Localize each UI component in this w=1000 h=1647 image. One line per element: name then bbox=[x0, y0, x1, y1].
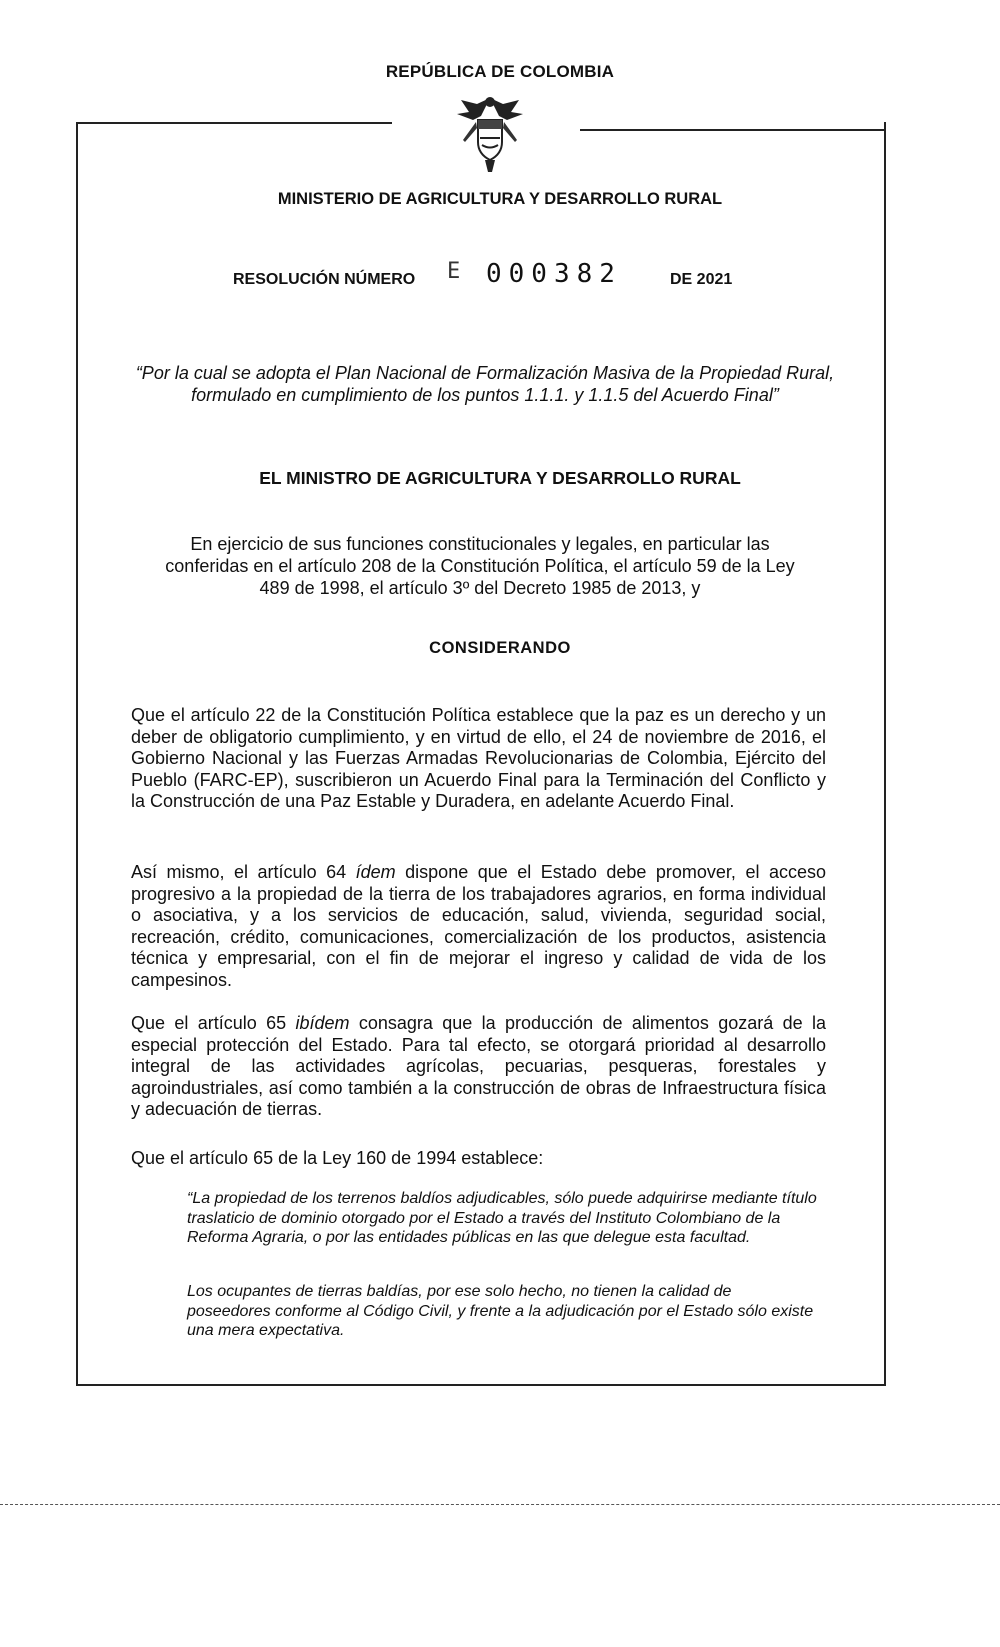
country-heading: REPÚBLICA DE COLOMBIA bbox=[385, 62, 615, 81]
quote-paragraph-1: “La propiedad de los terrenos baldíos adjudicables, sólo puede adquirirse mediante título traslaticio de dominio otorgado por el Estado a través del Instituto Colombiano de la Reforma Agraria, o por las entidades públicas en las que delegue esta facultad. bbox=[187, 1190, 817, 1246]
paragraph-article-22: Que el artículo 22 de la Constitución Política establece que la paz es un derecho y un deber de obligatorio cumplimiento, y en virtud de ello, el 24 de noviembre de 2016, el Gobierno Nacional y las Fuerzas Armadas Revolucionarias de Colombia, Ejército del Pueblo (FARC-EP), suscribieron un Acuerdo Final para la Terminación del Conflicto y la Construcción de una Paz Estable y Duradera, en adelante Acuerdo Final. bbox=[131, 705, 826, 811]
resolution-subject: “Por la cual se adopta el Plan Nacional de Formalización Masiva de la Propiedad Rural, formulado en cumplimiento de los puntos 1.1.1. y 1.1.5 del Acuerdo Final” bbox=[135, 363, 835, 405]
resolution-label: RESOLUCIÓN NÚMERO bbox=[233, 271, 416, 288]
paragraph-article-65 bbox=[131, 1013, 826, 1121]
resolution-number: 000382 bbox=[486, 259, 622, 289]
quote-paragraph-2: Los ocupantes de tierras baldías, por ese solo hecho, no tienen la calidad de poseedores conforme al Código Civil, y frente a la adjudicación por el Estado sólo existe una mera expectativa. bbox=[187, 1283, 814, 1339]
paragraph-emphasis: ibídem bbox=[295, 1013, 350, 1033]
considering-heading: CONSIDERANDO bbox=[429, 639, 571, 657]
page-bottom-rule bbox=[0, 1504, 1000, 1505]
resolution-year: DE 2021 bbox=[670, 271, 733, 288]
powers-paragraph: En ejercicio de sus funciones constitucionales y legales, en particular las conferidas en el artículo 208 de la Constitución Política, el artículo 59 de la Ley 489 de 1998, el artículo 3º del Decreto 1985 de 2013, y bbox=[165, 534, 795, 598]
paragraph-article-64 bbox=[131, 862, 826, 991]
paragraph-text: Que el artículo 65 bbox=[131, 1013, 296, 1033]
paragraph-ley-160: Que el artículo 65 de la Ley 160 de 1994 establece: bbox=[131, 1148, 544, 1168]
paragraph-text: Así mismo, el artículo 64 bbox=[131, 862, 356, 882]
resolution-line bbox=[0, 259, 1000, 299]
ministry-heading: MINISTERIO DE AGRICULTURA Y DESARROLLO RURAL bbox=[277, 190, 723, 208]
paragraph-text: dispone que el Estado debe promover, el acceso progresivo a la propiedad de la tierra de los trabajadores agrarios, en forma individual o asociativa, y a los servicios de educación, salud, vivienda, seguridad social, recreación, crédito, comunicaciones, comercialización de los productos, asistencia técnica y empresarial, con el fin de mejorar el ingreso y calidad de vida de los campesinos. bbox=[131, 862, 826, 990]
resolution-prefix: E bbox=[447, 259, 461, 284]
minister-title: EL MINISTRO DE AGRICULTURA Y DESARROLLO RURAL bbox=[259, 468, 741, 488]
paragraph-text: consagra que la producción de alimentos gozará de la especial protección del Estado. Para tal efecto, se otorgará prioridad al desarrollo integral de las actividades agrícolas, pecuarias, pesqueras, forestales y agroindustriales, así como también a la construcción de obras de Infraestructura física y adecuación de tierras. bbox=[131, 1013, 826, 1119]
paragraph-emphasis: ídem bbox=[355, 862, 396, 882]
